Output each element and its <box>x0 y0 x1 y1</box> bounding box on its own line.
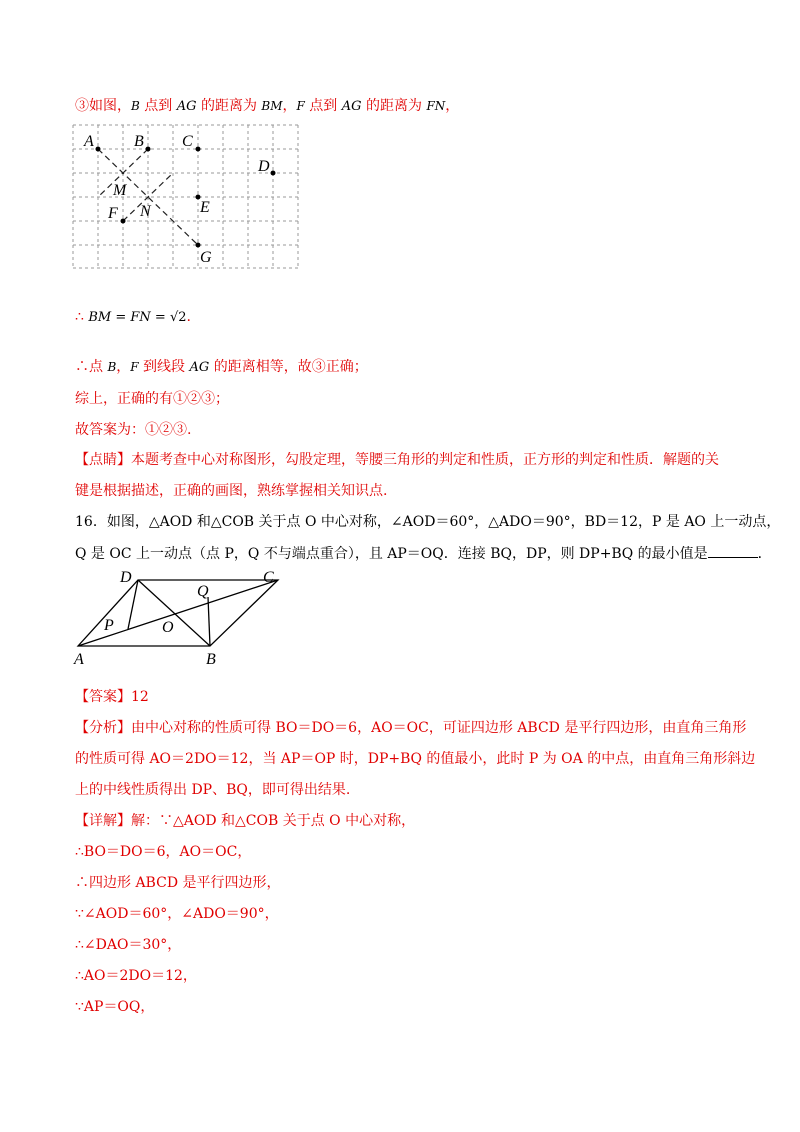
label-d: D <box>120 569 132 586</box>
text: ， <box>282 98 297 114</box>
label-p: P <box>104 617 114 634</box>
label-a: A <box>84 133 94 150</box>
question-16-line-2 <box>75 543 772 564</box>
label-c: C <box>182 133 193 150</box>
label-e: E <box>200 199 210 216</box>
detail-line-2: ∴BO＝DO＝6，AO＝OC， <box>75 844 252 860</box>
label-g: G <box>200 249 212 266</box>
equation-text: BM = FN = <box>88 310 170 325</box>
point-g-dot <box>196 243 201 248</box>
detail-text: 解：∵△AOD 和△COB 关于点 O 中心对称， <box>131 813 416 829</box>
text: 到线段 <box>138 359 190 375</box>
text: ， <box>445 98 460 114</box>
text: 点到 <box>304 98 342 114</box>
segment-ag: AG <box>176 99 197 114</box>
detail-line-5: ∴∠DAO＝30°， <box>75 937 182 953</box>
text: ， <box>116 359 131 375</box>
answer-line: 故答案为：①②③. <box>75 422 192 438</box>
label-f: F <box>108 205 118 222</box>
key-point-text: 本题考查中心对称图形，勾股定理，等腰三角形的判定和性质，正方形的判定和性质．解题的关 <box>131 452 719 468</box>
analysis-line-2: 的性质可得 AO＝2DO＝12，当 AP＝OP 时，DP+BQ 的值最小，此时 P 为 OA 的中点，由直角三角形斜边 <box>75 751 756 767</box>
point-a-dot <box>96 147 101 152</box>
key-point-tag: 【点睛】 <box>75 452 131 468</box>
segment-bm: BM <box>261 99 283 113</box>
detail-line-4: ∵∠AOD＝60°，∠ADO＝90°， <box>75 906 279 922</box>
segment-fn: FN <box>426 99 446 113</box>
answer-tag: 【答案】 <box>75 689 131 705</box>
equation-bm-fn <box>75 307 191 328</box>
detail-line-3: ∴四边形 ABCD 是平行四边形， <box>75 875 281 891</box>
point-b-dot <box>146 147 151 152</box>
text: 的距离相等，故③正确； <box>209 359 368 375</box>
text: 的距离为 <box>196 98 262 114</box>
text: 点到 <box>139 98 177 114</box>
label-n: N <box>140 203 151 220</box>
grid-figure <box>70 118 305 273</box>
answer-section <box>75 687 149 707</box>
key-point-line-2: 键是根据描述，正确的画图，熟练掌握相关知识点. <box>75 483 388 499</box>
analysis-line-1 <box>75 718 746 738</box>
label-a: A <box>74 651 84 668</box>
parallelogram-figure <box>70 568 290 668</box>
question-16-line-1: 16．如图，△AOD 和△COB 关于点 O 中心对称，∠AOD＝60°，△ADO＝90°，BD＝12，P 是 AO 上一动点， <box>75 514 781 530</box>
label-c: C <box>263 569 274 586</box>
segment-ag: AG <box>189 360 210 375</box>
label-o: O <box>162 619 174 636</box>
point-f-dot <box>121 219 126 224</box>
label-q: Q <box>197 583 209 600</box>
solution-step-3-line <box>75 96 459 117</box>
segment-ag: AG <box>341 99 362 114</box>
answer-blank <box>708 543 758 558</box>
text: 的距离为 <box>361 98 427 114</box>
sqrt-two: √2 <box>169 310 187 325</box>
point-f: F <box>130 360 139 374</box>
analysis-line-3: 上的中线性质得出 DP、BQ，即可得出结果. <box>75 782 351 798</box>
label-b: B <box>206 651 216 668</box>
conclusion-line <box>75 357 368 378</box>
label-b: B <box>134 133 144 150</box>
question-text: Q 是 OC 上一动点（点 P，Q 不与端点重合），且 AP＝OQ．连接 BQ，DP，则 DP+BQ 的最小值是 <box>75 546 708 562</box>
therefore-symbol: ∴ <box>75 309 89 325</box>
text: ∴点 <box>75 359 108 375</box>
point-b: B <box>107 360 117 374</box>
summary-line: 综上，正确的有①②③； <box>75 391 229 407</box>
point-c-dot <box>196 147 201 152</box>
point-f: F <box>296 99 305 113</box>
segment-bq <box>208 597 210 646</box>
detail-line-1 <box>75 811 415 831</box>
period: . <box>186 309 191 325</box>
detail-line-7: ∵AP＝OQ， <box>75 999 155 1015</box>
key-point-line-1 <box>75 450 719 470</box>
answer-value: 12 <box>131 689 149 705</box>
analysis-tag: 【分析】 <box>75 720 131 736</box>
segment-dp <box>128 580 138 629</box>
detail-tag: 【详解】 <box>75 813 131 829</box>
text: ③如图， <box>75 98 131 114</box>
label-d: D <box>258 158 270 175</box>
detail-line-6: ∴AO＝2DO＝12， <box>75 968 197 984</box>
label-m: M <box>113 182 127 199</box>
point-b: B <box>131 99 140 113</box>
analysis-text: 由中心对称的性质可得 BO＝DO＝6，AO＝OC，可证四边形 ABCD 是平行四边形，由直角三角形 <box>131 720 747 736</box>
period: ． <box>757 546 772 562</box>
point-d-dot <box>271 171 276 176</box>
